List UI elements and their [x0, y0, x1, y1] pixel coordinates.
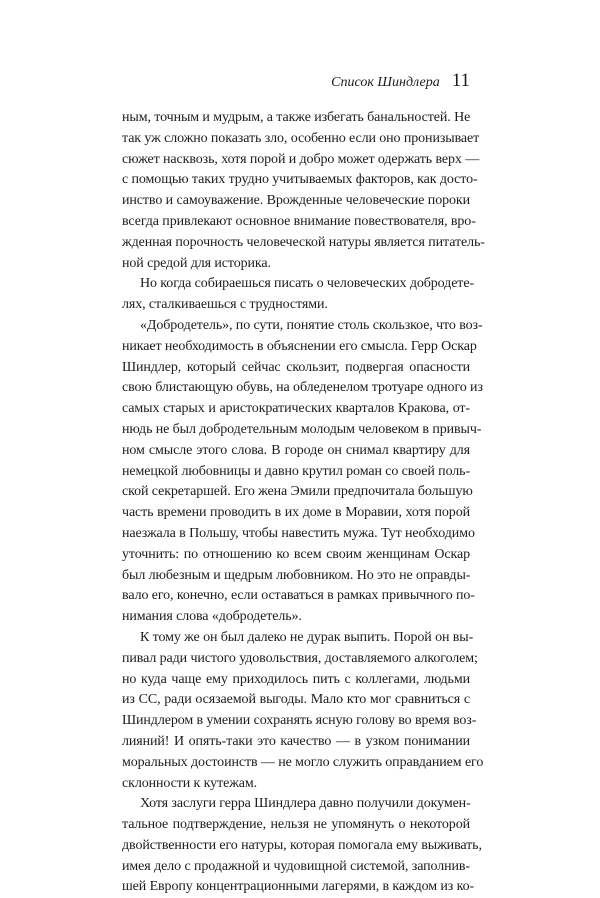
text-line: всегда привлекают основное внимание повествователя, вро- [122, 213, 476, 229]
text-line: нюдь не был добродетельным молодым человеком в привыч- [122, 421, 482, 437]
running-title: Список Шиндлера [331, 75, 440, 90]
text-line: Шиндлером в умении сохранять ясную голову во время воз- [122, 713, 477, 729]
running-head [120, 70, 470, 110]
text-line: «Добродетель», по сути, понятие столь скользкое, что воз- [140, 317, 483, 333]
text-line: двойственности его натуры, которая помогала ему выживать, [122, 837, 482, 853]
text-line: уточнить: по отношению ко всем своим женщинам Оскар [122, 546, 470, 562]
text-line: вало его, конечно, если оставаться в рамках привычного по- [122, 588, 475, 604]
text-line: так уж сложно показать зло, особенно если оно пронизывает [122, 130, 480, 146]
text-line: с помощью таких трудно учитываемых факторов, как досто- [122, 172, 478, 188]
text-line: свою блистающую обувь, на обледенелом тротуаре одного из [122, 380, 483, 396]
text-line: пивал ради чистого удовольствия, доставляемого алкоголем; [122, 650, 478, 666]
text-line: тальное подтверждение, нельзя не упомянуть о некоторой [122, 817, 470, 833]
text-line: часть времени проводить в их доме в Моравии, хотя порой [122, 505, 470, 521]
text-line: самых старых и аристократических кварталов Кракова, от- [122, 401, 470, 417]
text-line: ной средой для историка. [122, 255, 271, 271]
text-line: шей Европу концентрационными лагерями, в каждом из ко- [122, 879, 475, 895]
text-line: Хотя заслуги герра Шиндлера давно получили докумен- [140, 796, 471, 812]
text-line: лях, сталкиваешься с трудностями. [122, 297, 328, 313]
text-line: склонности к кутежам. [122, 775, 258, 791]
text-line: Но когда собираешься писать о человеческих добродете- [140, 276, 475, 292]
text-line: инство и самоуважение. Врожденные человеческие пороки [122, 193, 470, 209]
text-line: сюжет насквозь, хотя порой и добро может одержать верх — [122, 151, 480, 167]
page-number: 11 [451, 70, 470, 91]
text-line: наезжала в Польшу, чтобы навестить мужа. Тут необходимо [122, 525, 475, 541]
body-text [122, 108, 485, 898]
text-line: К тому же он был далеко не дурак выпить. Порой он вы- [140, 629, 474, 645]
text-line: жденная порочность человеческой натуры является питатель- [122, 234, 485, 250]
text-line: Шиндлер, который сейчас скользит, подвергая опасности [122, 359, 470, 375]
text-line: был любезным и щедрым любовником. Но это не оправды- [122, 567, 471, 583]
text-line: имея дело с продажной и чудовищной системой, заполнив- [122, 858, 470, 874]
text-line: ской секретаршей. Его жена Эмили предпочитала большую [122, 484, 473, 500]
text-line: никает необходимость в объяснении его смысла. Герр Оскар [122, 338, 477, 354]
text-line: но куда чаще ему приходилось пить с коллегами, людьми [122, 671, 470, 687]
text-line: немецкой любовницы и давно крутил роман со своей поль- [122, 463, 471, 479]
text-line: нимания слова «добродетель». [122, 609, 302, 625]
text-line: лияний! И опять-таки это качество — в узком понимании [122, 733, 470, 749]
text-line: ном смысле этого слова. В городе он снимал квартиру для [122, 442, 470, 458]
text-line: ным, точным и мудрым, а также избегать банальностей. Не [122, 110, 471, 125]
text-line: из СС, ради осязаемой выгоды. Мало кто мог сравниться с [122, 692, 470, 708]
text-line: моральных достоинств — не могло служить оправданием его [122, 754, 484, 770]
